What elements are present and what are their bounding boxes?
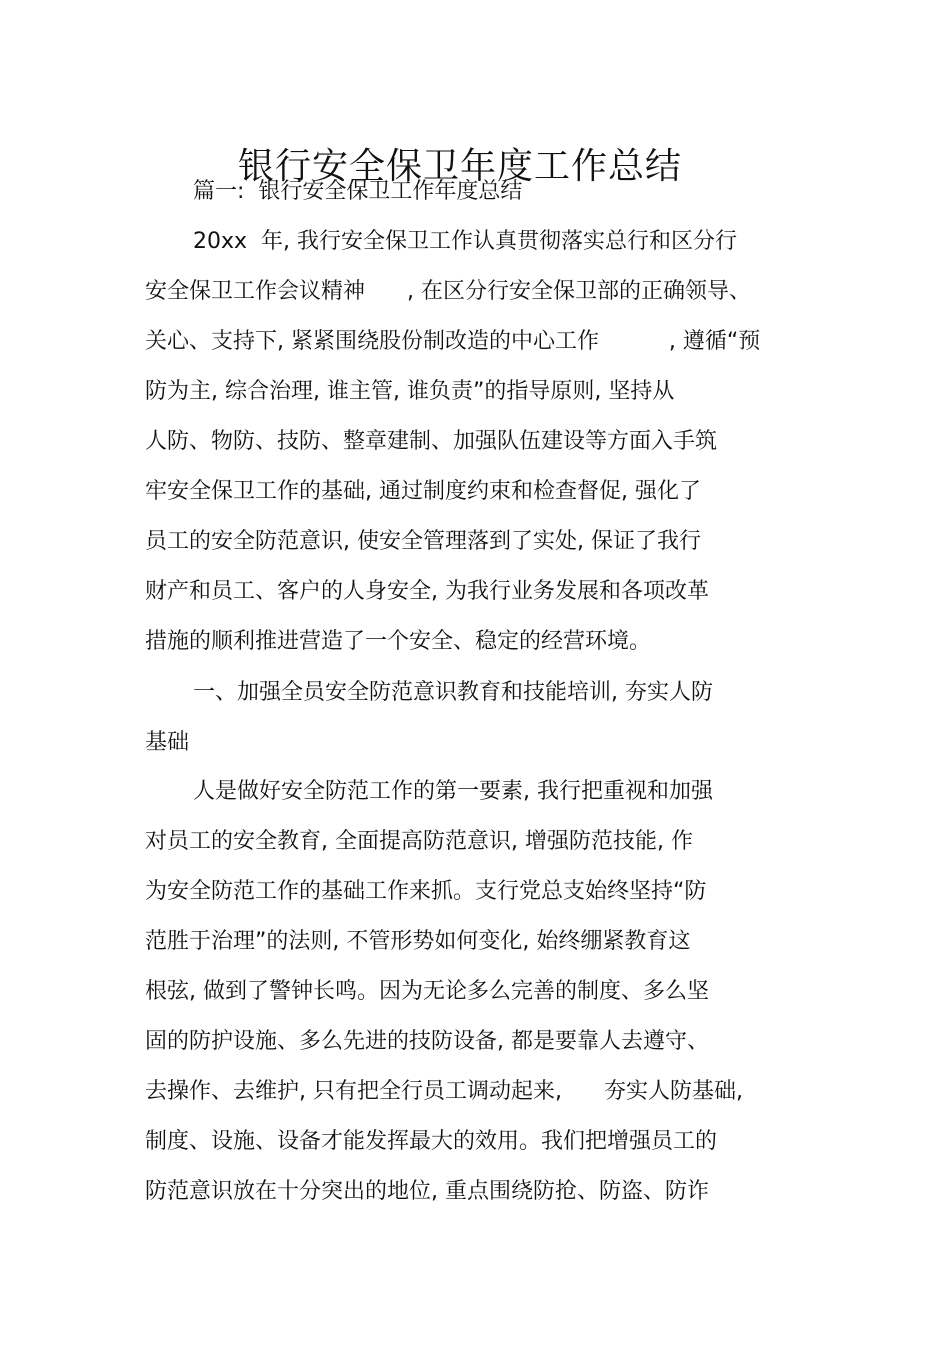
paragraph-line: 员工的安全防范意识, 使安全管理落到了实处, 保证了我行 [145,529,701,554]
document-subtitle: 篇一: 银行安全保卫工作年度总结 [193,179,523,204]
paragraph-line: 固的防护设施、多么先进的技防设备, 都是要靠人去遵守、 [145,1029,709,1054]
paragraph-line: 去操作、去维护, 只有把全行员工调动起来, 夯实人防基础, [145,1079,743,1104]
paragraph-line: 根弦, 做到了警钟长鸣。因为无论多么完善的制度、多么坚 [145,979,709,1004]
paragraph-line: 措施的顺利推进营造了一个安全、稳定的经营环境。 [145,629,652,654]
paragraph-line: 财产和员工、客户的人身安全, 为我行业务发展和各项改革 [145,579,709,604]
paragraph-line: 防为主, 综合治理, 谁主管, 谁负责”的指导原则, 坚持从 [145,379,675,404]
paragraph-line: 20xx 年, 我行安全保卫工作认真贯彻落实总行和区分行 [193,229,738,254]
paragraph-line: 制度、设施、设备才能发挥最大的效用。我们把增强员工的 [145,1129,718,1154]
paragraph-line: 安全保卫工作会议精神 , 在区分行安全保卫部的正确领导、 [145,279,751,304]
paragraph-line: 人防、物防、技防、整章建制、加强队伍建设等方面入手筑 [145,429,718,454]
paragraph-line: 牢安全保卫工作的基础, 通过制度约束和检查督促, 强化了 [145,479,701,504]
paragraph-line: 防范意识放在十分突出的地位, 重点围绕防抢、防盗、防诈 [145,1179,709,1204]
paragraph-line: 为安全防范工作的基础工作来抓。支行党总支始终坚持“防 [145,879,707,904]
paragraph-line: 关心、支持下, 紧紧围绕股份制改造的中心工作 , 遵循“预 [145,329,761,354]
paragraph-line: 人是做好安全防范工作的第一要素, 我行把重视和加强 [193,779,713,804]
section-heading-line: 基础 [145,730,190,755]
paragraph-line: 对员工的安全教育, 全面提高防范意识, 增强防范技能, 作 [145,829,693,854]
paragraph-line: 范胜于治理”的法则, 不管形势如何变化, 始终绷紧教育这 [145,929,691,954]
document-title: 银行安全保卫年度工作总结 [237,146,682,188]
section-heading-line: 一、加强全员安全防范意识教育和技能培训, 夯实人防 [193,680,713,705]
